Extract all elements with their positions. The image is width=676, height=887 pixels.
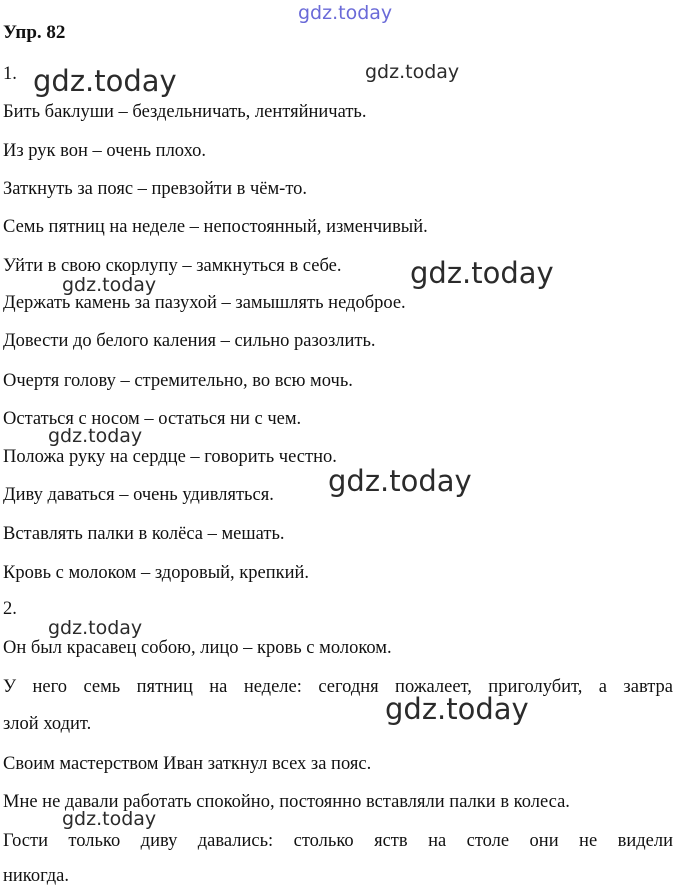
- sentence-line: Своим мастерством Иван заткнул всех за пояс.: [3, 754, 372, 774]
- watermark: gdz.today: [365, 61, 460, 83]
- watermark: gdz.today: [410, 256, 554, 290]
- watermark: gdz.today: [62, 274, 157, 296]
- watermark: gdz.today: [48, 425, 143, 447]
- watermark-top: gdz.today: [298, 2, 393, 24]
- idiom-line: Бить баклуши – бездельничать, лентяйничать.: [3, 102, 367, 122]
- idiom-line: Держать камень за пазухой – замышлять недоброе.: [3, 293, 406, 313]
- idiom-line: Кровь с молоком – здоровый, крепкий.: [3, 563, 310, 583]
- sentence-line: Гости только диву давались: столько яств на столе они не видели: [3, 831, 673, 851]
- idiom-line: Уйти в свою скорлупу – замкнуться в себе.: [3, 256, 342, 276]
- sentence-line: Мне не давали работать спокойно, постоянно вставляли палки в колеса.: [3, 792, 570, 812]
- watermark: gdz.today: [33, 64, 177, 98]
- idiom-line: Довести до белого каления – сильно разозлить.: [3, 331, 376, 351]
- idiom-line: Семь пятниц на неделе – непостоянный, изменчивый.: [3, 217, 428, 237]
- idiom-line: Очертя голову – стремительно, во всю мочь.: [3, 371, 353, 391]
- watermark: gdz.today: [385, 692, 529, 726]
- watermark: gdz.today: [328, 464, 472, 498]
- idiom-line: Заткнуть за пояс – превзойти в чём-то.: [3, 179, 308, 199]
- part-1-label: 1.: [3, 64, 17, 84]
- sentence-line: У него семь пятниц на неделе: сегодня пожалеет, приголубит, а завтра: [3, 677, 673, 697]
- sentence-line: никогда.: [3, 866, 70, 886]
- sentence-line: злой ходит.: [3, 714, 92, 734]
- idiom-line: Вставлять палки в колёса – мешать.: [3, 524, 285, 544]
- idiom-line: Остаться с носом – остаться ни с чем.: [3, 409, 302, 429]
- watermark: gdz.today: [48, 617, 143, 639]
- exercise-title: Упр. 82: [3, 22, 66, 43]
- part-2-label: 2.: [3, 599, 17, 619]
- idiom-line: Положа руку на сердце – говорить честно.: [3, 447, 337, 467]
- idiom-line: Диву даваться – очень удивляться.: [3, 485, 274, 505]
- watermark: gdz.today: [62, 808, 157, 830]
- idiom-line: Из рук вон – очень плохо.: [3, 141, 207, 161]
- sentence-line: Он был красавец собою, лицо – кровь с молоком.: [3, 638, 392, 658]
